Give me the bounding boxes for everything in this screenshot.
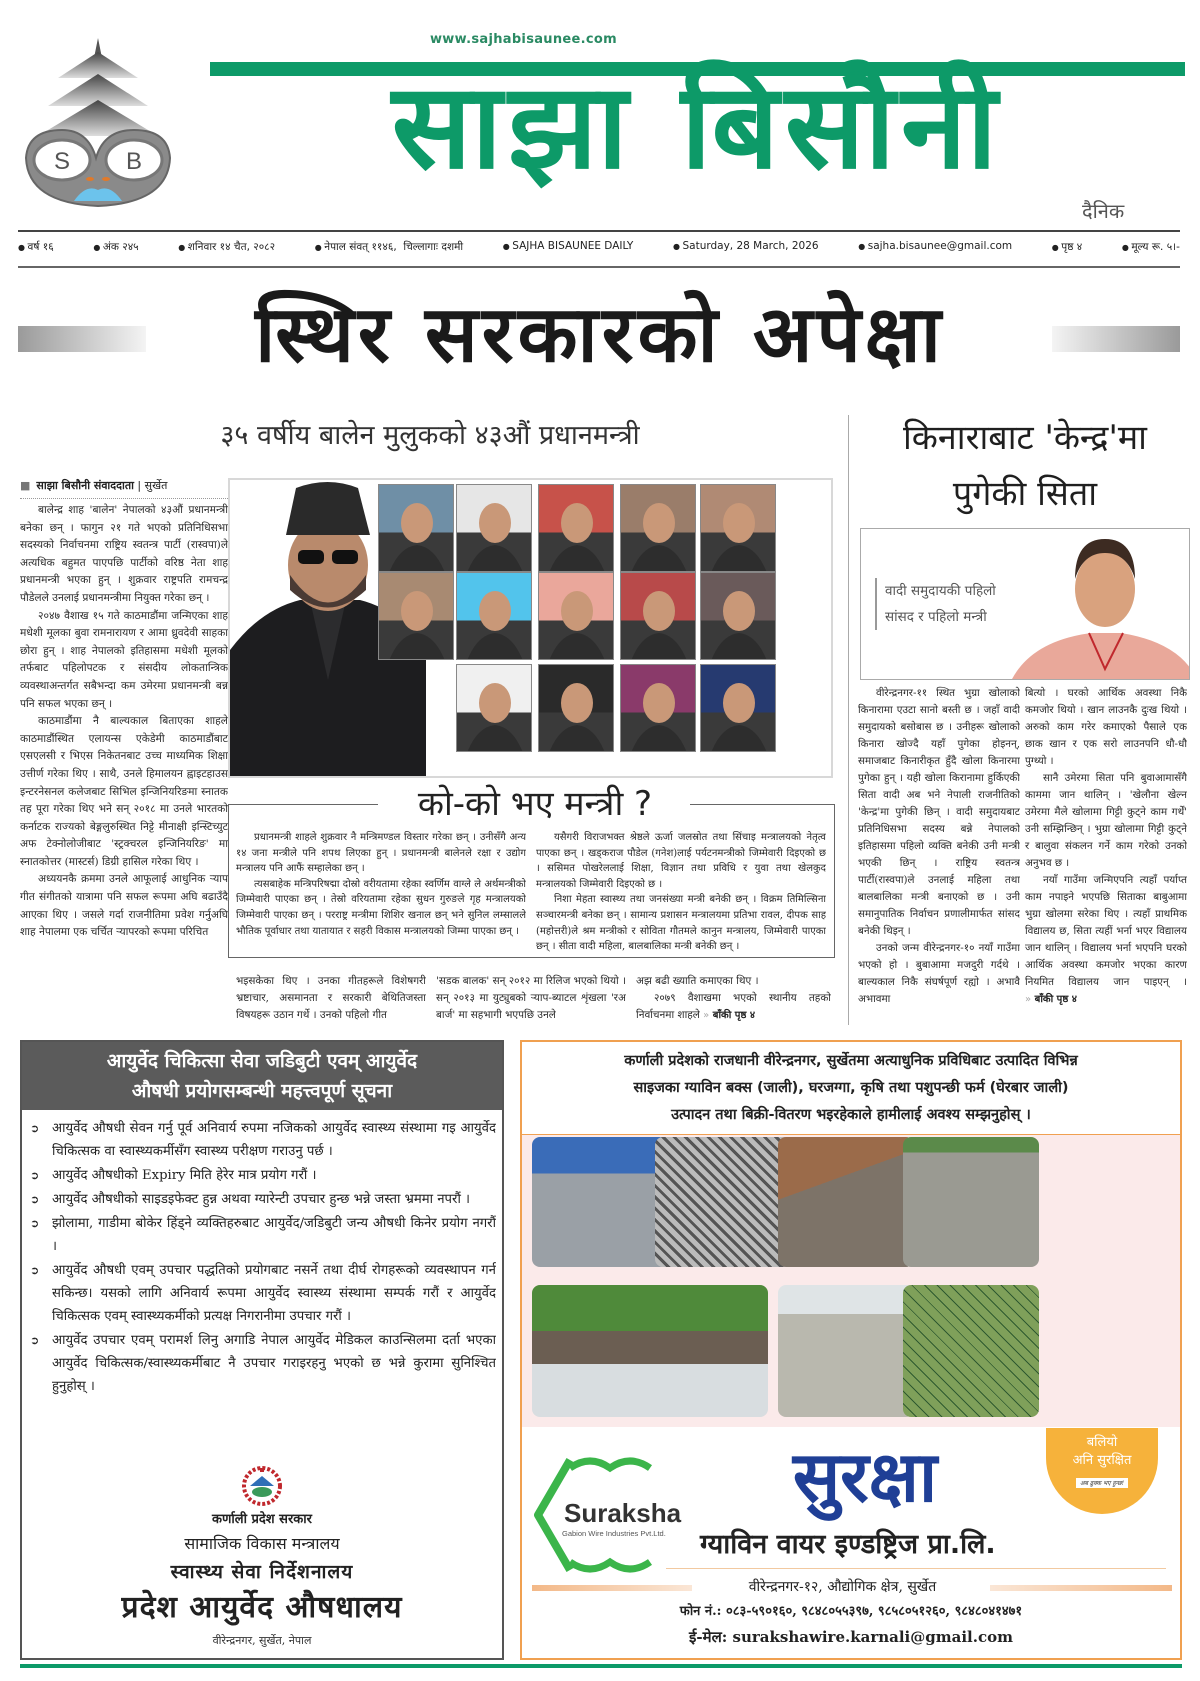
intro-line: कर्णाली प्रदेशको राजधानी वीरेन्द्रनगर, सुर्खेतमा अत्याधुनिक प्रविधिबाट उत्पादित विभिन्न: [624, 1053, 1078, 1069]
paragraph: निशा मेहता स्वास्थ्य तथा जनसंख्या मन्त्री बनेकी छन् । विक्रम तिमिल्सिना सञ्चारमन्त्री बनेका छन् । सामान्य प्रशासन मन्त्रालयमा प्रतिभा रावल, दीपक साह (महोत्तरी)ले श्रम मन्त्रीको र सोविता गौतमले कानुन मन्त्रालय, जिम्मेवारी पाएका छन् । सीता वादी महिला, बालबालिका मन्त्री बनेकी छन् ।: [536, 894, 826, 953]
lead-subheadline: ३५ वर्षीय बालेन मुलुकको ४३औं प्रधानमन्त्री: [220, 420, 640, 451]
minister-photo: [538, 572, 614, 660]
double-chevron-icon: »: [703, 1010, 710, 1021]
gabion-product-photos: [522, 1135, 1180, 1427]
minister-photo: [456, 572, 532, 660]
sita-photo-caption: [875, 578, 1025, 630]
bullet-square-icon: ■: [20, 479, 31, 492]
suraksha-logo: [530, 1450, 698, 1580]
lead-story-column-2: [236, 973, 426, 1029]
suraksha-email[interactable]: ई-मेल: surakshawire.karnali@gmail.com: [689, 1628, 1013, 1646]
gabion-photo-mesh: [655, 1137, 791, 1267]
footer-rule: [20, 1664, 1182, 1668]
paragraph: भइसकेका थिए । उनका गीतहरूले विशेषगरी भ्रष्टाचार, असमानता र सरकारी बेथितिजस्ता विषयहरू उठान गर्थे । उनको पहिलो गीत: [236, 975, 426, 1021]
continued-label: बाँकी पृष्ठ ४: [1034, 994, 1077, 1005]
nepal-emblem-icon: [240, 1466, 284, 1506]
lead-headline[interactable]: स्थिर सरकारको अपेक्षा: [255, 290, 945, 380]
government-name: कर्णाली प्रदेश सरकार: [212, 1512, 312, 1527]
decor-bar: [990, 1585, 1172, 1591]
minister-photo: [620, 664, 696, 752]
minister-photo: [620, 484, 696, 572]
suraksha-logo-tagline: Gabion Wire Industries Pvt.Ltd.: [562, 1529, 666, 1538]
minister-photo: [538, 484, 614, 572]
logo-letter-s: S: [53, 148, 71, 175]
newspaper-logo: [18, 38, 178, 208]
byline-author: साझा बिसौनी संवाददाता: [36, 479, 134, 492]
badge-line-2: अनि सुरक्षित: [1072, 1453, 1132, 1468]
notice-item: ➲ आयुर्वेद औषधीको साइडइफेक्ट हुन्न अथवा ग्यारेन्टी उपचार हुन्छ भन्ने जस्ता भ्रममा नपरौं ।: [30, 1188, 496, 1211]
divider: [18, 266, 1180, 268]
paragraph-text: २०७९ वैशाखमा भएको स्थानीय तहको निर्वाचनमा शाहले: [636, 992, 831, 1021]
paragraph: यसैगरी विराजभक्त श्रेष्ठले ऊर्जा जलस्रोत तथा सिंचाइ मन्त्रालयको नेतृत्व पाएका छन् । खड्कराज पौडेल (गनेश)लाई पर्यटनमन्त्रीको जिम्मेवारी दिइएको छ । ससिमत पोखरेललाई शिक्षा, विज्ञान तथा प्रविधि र युवा तथा खेलकुद मन्त्रालयको जिम्मेवारी दिइएको छ ।: [536, 832, 826, 890]
divider: [18, 230, 1180, 232]
intro-line: उत्पादन तथा बिक्री-वितरण भइरहेकाले हामीलाई अवश्य सम्झनुहोस् ।: [671, 1107, 1031, 1123]
headline-decor-bar-left: [18, 326, 146, 352]
paragraph: वीरेन्द्रनगर-११ स्थित भुग्रा खोलाको किनारामा एउटा सानो बस्ती छ । जहाँ वादी समुदायको बसोबास छ । उनीहरू खोलाको किनारा खोज्दै यहाँ पुगेका होइनन्, समाजबाट किनारीकृत हुँदै खोला किनारमा पुगेका हुन् । यही खोला किरानामा हुर्किएकी सिता वादी अब भने नेपाली राजनीतिको 'केन्द्र'मा पुगेकी छिन् । वादी समुदायबाट प्रतिनिधिसभा सदस्य बन्ने नेपालको इतिहासमा पहिलो व्यक्ति बनेकी उनी मन्त्री भएकी छिन् । राष्ट्रिय स्वतन्त्र पार्टी(रास्वपा)ले उनलाई महिला तथा बालबालिका मन्त्री बनाएको छ । उनी समानुपातिक निर्वाचन प्रणालीमार्फत सांसद बनेकी थिइन् ।: [858, 687, 1020, 937]
ministry-name: सामाजिक विकास मन्त्रालय: [184, 1534, 340, 1553]
byline-place: सुर्खेत: [144, 479, 168, 492]
ayurveda-notice-heading: [22, 1042, 502, 1110]
side-story-headline[interactable]: [855, 410, 1195, 522]
paragraph: प्रधानमन्त्री शाहले शुक्रवार नै मन्त्रिमण्डल विस्तार गरेका छन् । उनीसँगै अन्य १४ जना मन्त्रीले पनि शपथ लिएका हुन् । प्रधानमन्त्री बालेनले रक्षा र उद्योग मन्त्रालय पनि आफैं सम्हालेका छन् ।: [236, 832, 526, 875]
masthead-subtitle: दैनिक: [1082, 199, 1125, 223]
badge-line-1: बलियो: [1086, 1435, 1118, 1450]
paragraph: बालेन्द्र शाह 'बालेन' नेपालको ४३औं प्रधानमन्त्री बनेका छन् । फागुन २१ गते भएको प्रतिनिधिसभा सदस्यको निर्वाचनमा राष्ट्रिय स्वतन्त्र पार्टी (रास्वपा)ले अत्यधिक बहुमत पाएपछि पार्टीको वरिष्ठ नेता शाह प्रधानमन्त्री भएका हुन् । शुक्रवार राष्ट्रपति रामचन्द्र पौडेलले उनलाई प्रधानमन्त्रीमा नियुक्त गरेका छन् ।: [20, 504, 228, 604]
notice-item: ➲ आयुर्वेद औषधी एवम् उपचार पद्धतिको प्रयोगबाट नसर्ने तथा दीर्घ रोगहरूको व्यवस्थापन गर्न सकिन्छ। यसको लागि अनिवार्य रूपमा आयुर्वेद स्वास्थ्य संस्थामा सम्पर्क गरौं र आयुर्वेद चिकित्सक एवम् स्वास्थ्यकर्मीको प्रत्यक्ष निगरानीमा उपचार गरौं ।: [30, 1259, 496, 1328]
suraksha-logo-name: Suraksha: [564, 1498, 682, 1528]
ministers-column-2: [536, 830, 826, 955]
paragraph: [636, 990, 831, 1024]
gabion-photo-waterfall: [532, 1285, 768, 1417]
paragraph: अझ बढी ख्याति कमाएका थिए ।: [636, 975, 759, 987]
nepal-sambat-year: नेपाल संवत् ११४६,: [324, 241, 397, 253]
ministers-box-title: को-को भए मन्त्री ?: [417, 784, 653, 824]
suraksha-brand: सुरक्षा: [792, 1436, 938, 1518]
minister-photo: [700, 484, 776, 572]
logo-letter-b: B: [125, 148, 143, 175]
badge-line-3: अब ढुक्क भए हुन्छ!: [1076, 1478, 1128, 1488]
office-address: वीरेन्द्रनगर, सुर्खेत, नेपाल: [212, 1634, 312, 1647]
notice-item: ➲ आयुर्वेद औषधी सेवन गर्नु पूर्व अनिवार्य रुपमा नजिकको आयुर्वेद स्वास्थ्य संस्थामा गइ आयुर्वेद चिकित्सक वा स्वास्थ्यकर्मीसँग स्वास्थ्य परीक्षण गराउनु पर्छ ।: [30, 1117, 496, 1163]
continued-label: बाँकी पृष्ठ ४: [712, 1010, 756, 1021]
notice-item: ➲ झोलामा, गाडीमा बोकेर हिंड्ने व्यक्तिहरुबाट आयुर्वेद/जडिबुटी जन्य औषधी किनेर प्रयोग नगरौं ।: [30, 1212, 496, 1258]
side-headline-line-2: पुगेकी सिता: [952, 474, 1098, 514]
minister-photo: [378, 484, 454, 572]
date-nepali: ● शनिवार १४ चैत, २०८२: [178, 240, 275, 256]
minister-photo: [456, 664, 532, 752]
divider: [666, 1568, 1166, 1569]
gabion-photo-fence: [903, 1285, 1039, 1417]
byline: ■ साझा बिसौनी संवाददाता | सुर्खेत: [20, 478, 230, 499]
minister-photo: [620, 572, 696, 660]
page-number: ● पृष्ठ ४: [1052, 240, 1082, 256]
info-bar: [18, 240, 1180, 256]
suraksha-company-name: ग्याविन वायर इण्डष्ट्रिज प्रा.लि.: [700, 1529, 996, 1560]
ayurveda-notice-list: [30, 1117, 496, 1459]
minister-photo: [700, 664, 776, 752]
lead-story-column-3: [436, 973, 626, 1029]
minister-photo: [378, 572, 454, 660]
continued-link[interactable]: [703, 1010, 755, 1021]
minister-photo: [700, 572, 776, 660]
suraksha-phone[interactable]: फोन नं.: ०८३-५९०१६०, ९८४८०५५३९७, ९८५८०५१२६०, ९८४८०४१४७१: [679, 1604, 1023, 1619]
paragraph: त्यसबाहेक मन्त्रिपरिषद्मा दोस्रो वरीयतामा रहेका स्वर्णिम वाग्ले ले अर्थमन्त्रीको जिम्मेवारी पाएका छन् । तेस्रो वरियतामा रहेका सुधन गुरुङले गृह मन्त्रालयको जिम्मेवारी पाएका छन् । परराष्ट्र मन्त्रीमा शिशिर खनाल छन् भने सुनिल लम्सालले भौतिक पूर्वाधार तथा यातायात र सहरी विकास मन्त्रालयको जिम्मा पाएका छन् ।: [236, 878, 526, 937]
volume-year: ● वर्ष १६: [18, 240, 54, 256]
notice-item: ➲ आयुर्वेद उपचार एवम् परामर्श लिनु अगाडि नेपाल आयुर्वेद मेडिकल काउन्सिलमा दर्ता भएका आयुर्वेद चिकित्सक/स्वास्थ्यकर्मीबाट नै उपचार गराइरहनु भएको छ भन्ने कुरामा सुनिश्चित हुनुहोस् ।: [30, 1329, 496, 1398]
side-story-column-1: [858, 685, 1020, 1030]
heading-line-2: औषधी प्रयोगसम्बन्धी महत्त्वपूर्ण सूचना: [131, 1080, 393, 1102]
paragraph-text: नयाँ गाउँमा जन्मिएपनि त्यहाँ पर्याप्त काम नपाइने भएपछि सिताका बाबुआमा भुग्रा खोलमा सरेका थिए । त्यहाँ प्राथमिक विद्यालय छ, सिता त्यहीं भर्ना भएर विद्यालय जान थालिन् । विद्यालय भर्ना भएपनि घरको आर्थिक अवस्था कमजोर भएका कारण नियमित विद्यालय जान पाइएन् ।: [1025, 874, 1187, 988]
paragraph: सानै उमेरमा सिता पनि बुवाआमासँगै काममा जान थालिन् । 'खेलौना खेल्न उमेरमा मैले खोलामा गिट्टी कुट्ने काम गर्थें' उनी सम्झिन्छिन् । भुग्रा खोलामा गिट्टी कुट्ने र बालुवा संकलन गर्ने काम गरेको उनको अनुभव छ ।: [1025, 772, 1187, 869]
gabion-photo-riverbank: [778, 1285, 914, 1417]
paper-name-en: ● SAJHA BISAUNEE DAILY: [503, 240, 634, 256]
suraksha-intro: [530, 1048, 1172, 1129]
issue-number: ● अंक २४५: [93, 240, 138, 256]
lead-story-column-1: [20, 502, 228, 1032]
side-story-column-2: [1025, 685, 1187, 1030]
double-chevron-icon: »: [1025, 994, 1032, 1005]
price: ● मूल्य रू. ५।-: [1122, 240, 1180, 256]
minister-photo: [538, 664, 614, 752]
paragraph: अध्ययनकै क्रममा उनले आफूलाई आधुनिक र्‍याप गीत संगीतको यात्रामा पनि सफल रूपमा अघि बढाउँदै आएका थिए । जसले गर्दा राजनीतिमा प्रवेश गर्नुअघि शाह नेपालमा एक चर्चित र्‍यापरको रूपमा परिचित: [20, 873, 228, 939]
caption-line-1: वादी समुदायकी पहिलो: [885, 583, 996, 599]
heading-line-1: आयुर्वेद चिकित्सा सेवा जडिबुटी एवम् आयुर्वेद: [106, 1050, 418, 1072]
paragraph: २०४७ वैशाख १५ गते काठमाडौंमा जन्मिएका शाह मधेशी मूलका बुवा रामनारायण र आमा ध्रुवदेवी साहका छोरा हुन् । शाह नेपालको इतिहासमा मधेशी मूलको तर्फबाट पहिलोपटक र संसदीय लोकतान्त्रिक व्यवस्थाअन्तर्गत सबैभन्दा कम उमेरमा प्रधानमन्त्री बन्न पनि सफल भएका छन् ।: [20, 609, 228, 710]
paragraph: काठमाडौंमा नै बाल्यकाल बिताएका शाहले काठमाडौंस्थित एलायन्स एकेडेमी काठमाडौंबाट एसएलसी र भिएस निकेतनबाट उच्च माध्यमिक शिक्षा उत्तीर्ण गरेका थिए । साथै, उनले हिमालयन ह्वाइटहाउस इन्टरनेसनल कलेजबाट सिभिल इन्जिनियरिङमा स्नातक तह पूरा गरेका थिए भने सन् २०१८ मा उनले भारतको कर्नाटक राज्यको बेङ्गलुरुस्थित निट्टे मीनाक्षी इन्स्टिच्युट अफ टेक्नोलोजीबाट 'स्ट्रक्चरल इन्जिनियरिङ' मा स्नातकोत्तर (मास्टर्स) डिग्री हासिल गरेका थिए ।: [20, 715, 228, 868]
column-divider: [848, 415, 849, 1025]
gabion-photo-warehouse: [532, 1137, 668, 1267]
directorate-name: स्वास्थ्य सेवा निर्देशनालय: [170, 1561, 354, 1583]
headline-decor-bar-right: [1052, 326, 1180, 352]
gabion-photo-stone-wall: [778, 1137, 914, 1267]
caption-line-2: सांसद र पहिलो मन्त्री: [885, 609, 987, 625]
paragraph: [1025, 872, 1187, 1008]
paragraph: बित्यो । घरको आर्थिक अवस्था निकै कमजोर थियो । खान लाउनकै दुःख थियो । अरुको काम गरेर कमाएको पैसाले एक छाक खान र एक सरो लाउनपनि धौ-धौ पुग्थ्यो ।: [1025, 687, 1187, 767]
paragraph: उनको जन्म वीरेन्द्रनगर-१० नयाँ गाउँमा भएको हो । बुबाआमा मजदुरी गर्दथे । बाल्यकाल निकै संघर्षपूर्ण रह्यो । अभावै अभावमा: [858, 942, 1020, 1005]
intro-line: साइजका ग्याविन बक्स (जाली), घरजग्गा, कृषि तथा पशुपन्छी फर्म (घेरबार जाली): [633, 1080, 1069, 1096]
side-headline-line-1: किनाराबाट 'केन्द्र'मा: [903, 418, 1147, 458]
ministers-column-1: [236, 830, 526, 955]
notice-item: ➲ आयुर्वेद औषधीको Expiry मिति हेरेर मात्र प्रयोग गरौं ।: [30, 1164, 496, 1187]
decor-bar: [532, 1585, 692, 1591]
office-name: प्रदेश आयुर्वेद औषधालय: [121, 1590, 403, 1625]
continued-link[interactable]: [1025, 994, 1077, 1005]
minister-photo: [456, 484, 532, 572]
gabion-photo-terraces: [903, 1137, 1039, 1267]
site-url[interactable]: www.sajhabisaunee.com: [430, 32, 617, 47]
masthead-title: साझा बिसौनी: [391, 57, 1004, 195]
suraksha-address: वीरेन्द्रनगर-१२, औद्योगिक क्षेत्र, सुर्खेत: [748, 1579, 937, 1595]
nepal-sambat: [315, 240, 463, 256]
contact-email[interactable]: ● sajha.bisaunee@gmail.com: [858, 240, 1012, 256]
tithi: चिल्लागाः दशमी: [403, 241, 464, 253]
date-english: ● Saturday, 28 March, 2026: [673, 240, 819, 256]
paragraph: 'सडक बालक' सन् २०१२ मा रिलिज भएको थियो । सन् २०१३ मा युट्युबको र्‍याप-ब्याटल शृंखला 'रअ बार्ज' मा सहभागी भएपछि उनले: [436, 975, 626, 1021]
lead-story-column-4: [636, 973, 831, 1029]
